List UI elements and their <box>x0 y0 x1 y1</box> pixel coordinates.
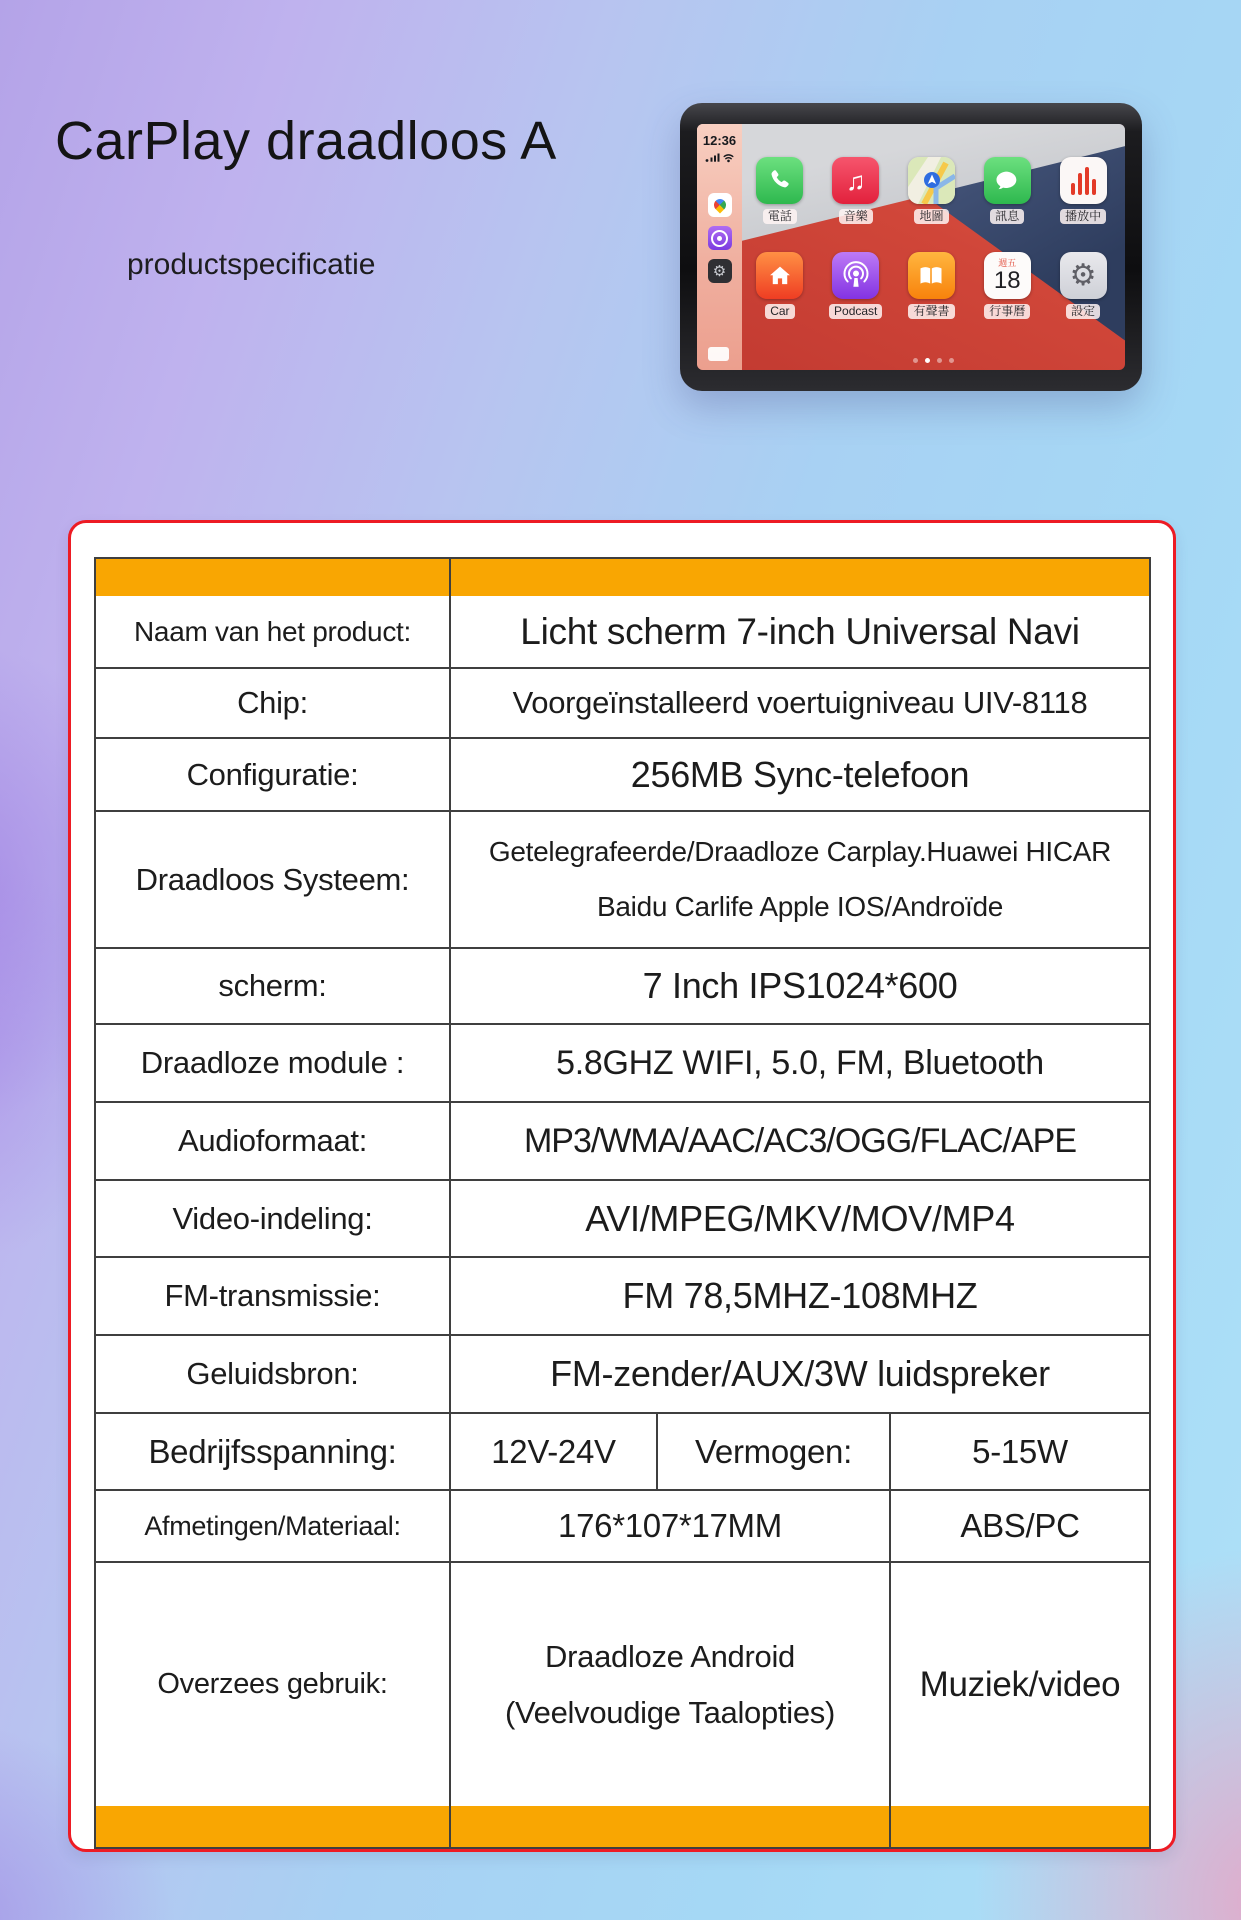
podcast-dot <box>717 236 722 241</box>
map-pin <box>711 197 728 214</box>
spec-value: AVI/MPEG/MKV/MOV/MP4 <box>585 1197 1015 1239</box>
settings-gear-icon: ⚙ <box>1060 252 1107 299</box>
calendar-day: 18 <box>993 267 1021 295</box>
app-label: Car <box>765 304 794 319</box>
spec-label: Configuratie: <box>96 739 451 810</box>
spec-value: Voorgeïnstalleerd voertuigniveau UIV-8118 <box>512 685 1088 720</box>
page-subtitle: productspecificatie <box>127 248 376 281</box>
app-now-playing <box>1045 157 1121 224</box>
row-configuratie <box>96 739 1149 812</box>
spec-panel <box>68 520 1176 1852</box>
spec-label: Bedrijfsspanning: <box>96 1414 451 1489</box>
signal-wifi-icon <box>705 150 735 163</box>
row-chip <box>96 669 1149 739</box>
google-maps-icon <box>708 193 732 217</box>
app-label: Podcast <box>829 304 882 319</box>
audio-bars <box>1071 167 1096 195</box>
table-footer-bar <box>96 1806 1149 1847</box>
app-label: 有聲書 <box>908 304 954 319</box>
music-icon: ♫ <box>832 157 879 204</box>
spec-value: 12V-24V <box>451 1414 658 1489</box>
row-overzees-gebruik <box>96 1563 1149 1806</box>
spec-value: 5.8GHZ WIFI, 5.0, FM, Bluetooth <box>556 1043 1044 1082</box>
row-draadloos-systeem <box>96 812 1149 949</box>
row-bedrijfsspanning <box>96 1414 1149 1491</box>
settings-icon: ⚙ <box>708 259 732 283</box>
spec-value-line1: Getelegrafeerde/Draadloze Carplay.Huawei HICAR <box>488 835 1112 867</box>
row-fm-transmissie <box>96 1258 1149 1336</box>
spec-label: Chip: <box>96 669 451 737</box>
row-afmetingen-materiaal <box>96 1491 1149 1563</box>
now-playing-icon <box>1060 157 1107 204</box>
dashboard-button-icon <box>708 347 729 361</box>
spec-label: Geluidsbron: <box>96 1336 451 1412</box>
spec-value-secondary: 5-15W <box>972 1432 1068 1470</box>
calendar-icon <box>984 252 1031 299</box>
app-maps <box>894 157 970 224</box>
row-geluidsbron <box>96 1336 1149 1414</box>
spec-label: Draadloze module : <box>96 1025 451 1101</box>
app-settings <box>1045 252 1121 319</box>
spec-value-line2: Baidu Carlife Apple IOS/Androïde <box>597 891 1003 923</box>
footer-cell <box>891 1806 1149 1847</box>
footer-cell <box>451 1806 891 1847</box>
maps-icon <box>908 157 955 204</box>
page-title: CarPlay draadloos A <box>55 111 557 171</box>
spec-value <box>451 1563 891 1806</box>
spec-value: 256MB Sync-telefoon <box>630 753 970 795</box>
spec-label: Overzees gebruik: <box>96 1563 451 1806</box>
spec-label: Draadloos Systeem: <box>96 812 451 947</box>
app-label: 音樂 <box>839 209 873 224</box>
sidebar-app-icons <box>697 193 742 283</box>
phone-icon <box>756 157 803 204</box>
spec-value: Licht scherm 7-inch Universal Navi <box>520 610 1080 652</box>
page-dot <box>913 358 918 363</box>
car-home-icon <box>756 252 803 299</box>
row-scherm <box>96 949 1149 1025</box>
books-icon <box>908 252 955 299</box>
header-cell <box>96 559 451 596</box>
app-label: 地圖 <box>914 209 948 224</box>
app-calendar <box>969 252 1045 319</box>
app-car <box>742 252 818 319</box>
spec-value: FM 78,5MHZ-108MHZ <box>622 1275 978 1316</box>
spec-label: FM-transmissie: <box>96 1258 451 1334</box>
carplay-sidebar <box>697 124 742 370</box>
footer-cell <box>96 1806 451 1847</box>
app-phone <box>742 157 818 224</box>
spec-label-secondary: Vermogen: <box>658 1414 891 1489</box>
page-dots <box>742 358 1125 363</box>
app-podcast <box>818 252 894 319</box>
spec-value: 7 Inch IPS1024*600 <box>642 965 958 1006</box>
podcast-icon <box>832 252 879 299</box>
spec-value-line2: (Veelvoudige Taalopties) <box>504 1694 836 1730</box>
spec-value: MP3/WMA/AAC/AC3/OGG/FLAC/APE <box>523 1121 1076 1160</box>
page-dot-active <box>925 358 930 363</box>
app-label: 設定 <box>1066 304 1100 319</box>
row-product-name <box>96 596 1149 669</box>
row-audioformaat <box>96 1103 1149 1181</box>
table-header-bar <box>96 559 1149 596</box>
app-label: 電話 <box>763 209 797 224</box>
row-video-indeling <box>96 1181 1149 1258</box>
spec-label: Naam van het product: <box>96 596 451 667</box>
page-dot <box>937 358 942 363</box>
page-dot <box>949 358 954 363</box>
spec-label: Afmetingen/Materiaal: <box>96 1491 451 1561</box>
spec-label: Audioformaat: <box>96 1103 451 1179</box>
spec-value-line1: Draadloze Android <box>545 1639 795 1675</box>
spec-label: scherm: <box>96 949 451 1023</box>
app-music <box>818 157 894 224</box>
podcasts-icon <box>708 226 732 250</box>
podcast-ring <box>711 230 728 247</box>
app-messages <box>969 157 1045 224</box>
status-time: 12:36 <box>702 133 737 148</box>
device-screen <box>697 124 1125 370</box>
carplay-device-image <box>680 103 1142 391</box>
app-grid <box>742 157 1121 319</box>
app-label: 訊息 <box>990 209 1024 224</box>
spec-value <box>451 812 1149 947</box>
app-books <box>894 252 970 319</box>
calendar-weekday: 週五 <box>998 258 1017 269</box>
header-cell <box>451 559 1149 596</box>
app-label: 行事曆 <box>984 304 1030 319</box>
spec-value: FM-zender/AUX/3W luidspreker <box>550 1353 1050 1394</box>
app-label: 播放中 <box>1060 209 1106 224</box>
spec-value-secondary: Muziek/video <box>919 1664 1121 1704</box>
spec-label: Video-indeling: <box>96 1181 451 1256</box>
spec-table <box>94 557 1151 1849</box>
spec-value-secondary: ABS/PC <box>960 1507 1080 1544</box>
spec-value: 176*107*17MM <box>451 1491 891 1561</box>
row-draadloze-module <box>96 1025 1149 1103</box>
messages-icon <box>984 157 1031 204</box>
